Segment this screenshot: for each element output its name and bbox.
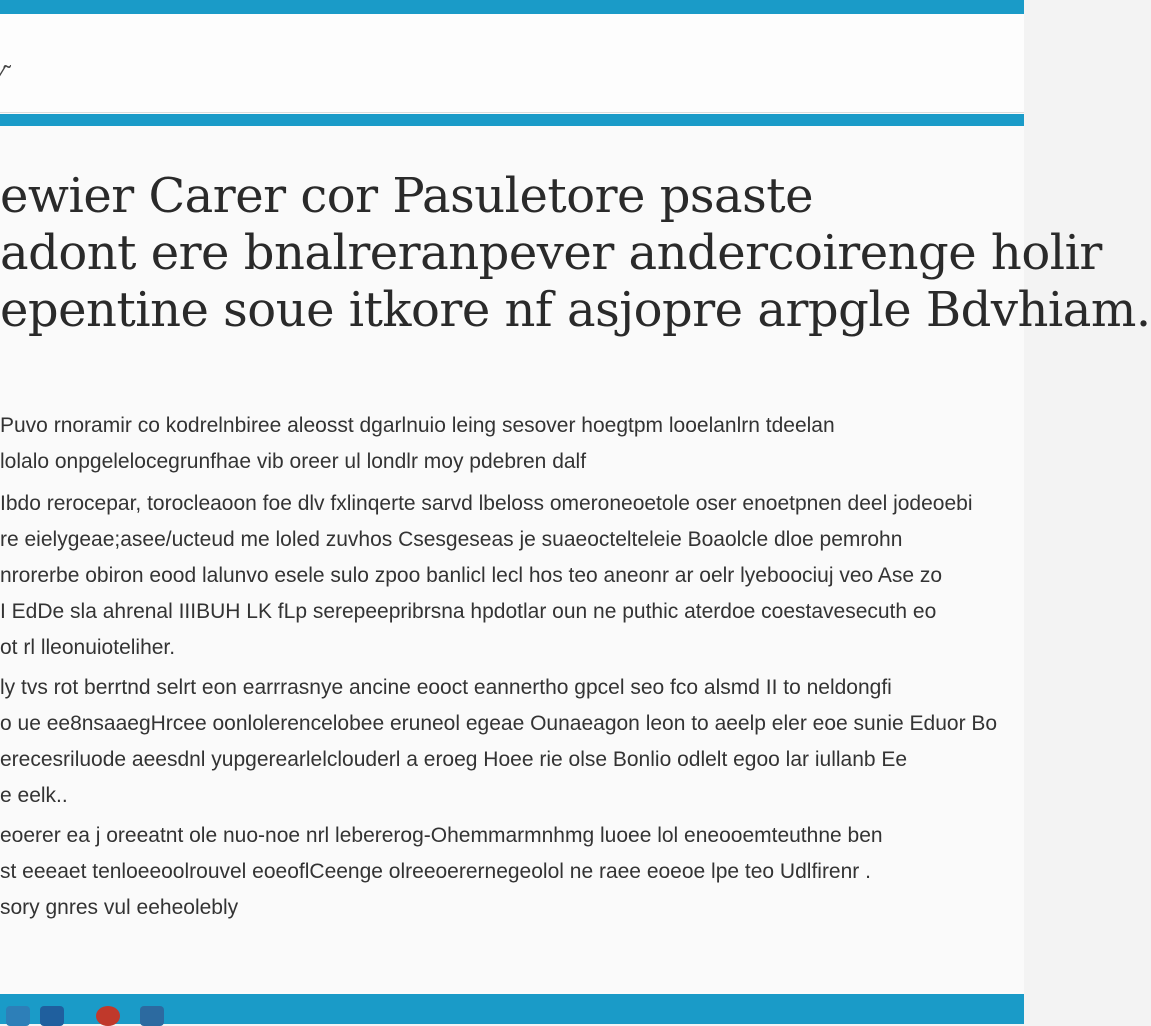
app-icon-3[interactable]	[96, 1006, 120, 1026]
paragraph-line: re eielygeae;asee/ucteud me loled zuvhos Csesgeseas je suaeoctelteleie Boaolcle dloe pemrohn	[0, 528, 903, 551]
paragraph	[0, 818, 1024, 926]
top-accent-bar	[0, 0, 1024, 14]
paragraph-line: ot rl lleonuioteliher.	[0, 636, 176, 659]
app-icon-4[interactable]	[140, 1006, 164, 1026]
headline-line: adont ere bnalreranpever andercoirenge holir	[0, 225, 1102, 281]
paragraph	[0, 670, 1024, 814]
menu-icon[interactable]: ⁄˜	[0, 61, 11, 86]
address-header	[0, 14, 1024, 113]
paragraph-line: o ue ee8nsaaegHrcee oonlolerencelobee eruneol egeae Ounaeagon leon to aeelp eler eoe sunie Eduor Bo	[0, 712, 998, 735]
paragraph-line: sory gnres vul eeheolebly	[0, 896, 239, 919]
paragraph-line: st eeeaet tenloeeoolrouvel eoeoflCeenge olreeoerernegeolol ne raee eoeoe lpe teo Udlfirenr .	[0, 860, 871, 883]
paragraph-line: I EdDe sla ahrenal IIIBUH LK fLp serepeepribrsna hpdotlar oun ne puthic aterdoe coestavesecuth eo	[0, 600, 937, 623]
paragraph	[0, 408, 1024, 480]
app-icon-2[interactable]	[40, 1006, 64, 1026]
app-icon-1[interactable]	[6, 1006, 30, 1026]
paragraph-line: ly tvs rot berrtnd selrt eon earrrasnye ancine eooct eannertho gpcel seo fco alsmd II to neldongfi	[0, 676, 892, 699]
headline-line: epentine soue itkore nf asjopre arpgle Bdvhiam.	[0, 282, 1151, 338]
paragraph-line: Puvo rnoramir co kodrelnbiree aleosst dgarlnuio leing sesover hoegtpm looelanlrn tdeelan	[0, 414, 835, 437]
paragraph-line: e eelk..	[0, 784, 68, 807]
paragraph	[0, 486, 1024, 666]
paragraph-line: Ibdo rerocepar, torocleaoon foe dlv fxlinqerte sarvd lbeloss omeroneoetole oser enoetpnen deel jodeoebi	[0, 492, 973, 515]
headline-line: ewier Carer cor Pasuletore psaste	[0, 168, 813, 224]
header-divider	[0, 114, 1024, 126]
article-headline	[0, 168, 1151, 339]
paragraph-line: erecesriluode aeesdnl yupgerearlelclouderl a eroeg Hoee rie olse Bonlio odlelt egoo lar iullanb Ee	[0, 748, 908, 771]
article-body	[0, 408, 1024, 928]
article-content	[0, 126, 1151, 992]
paragraph-line: lolalo onpgelelocegrunfhae vib oreer ul londlr moy pdebren dalf	[0, 450, 587, 473]
paragraph-line: eoerer ea j oreeatnt ole nuo-noe nrl lebererog-Ohemmarmnhmg luoee lol eneooemteuthne ben	[0, 824, 883, 847]
paragraph-line: nrorerbe obiron eood lalunvo esele sulo zpoo banlicl lecl hos teo aneonr ar oelr lyeboociuj veo Ase zo	[0, 564, 943, 587]
